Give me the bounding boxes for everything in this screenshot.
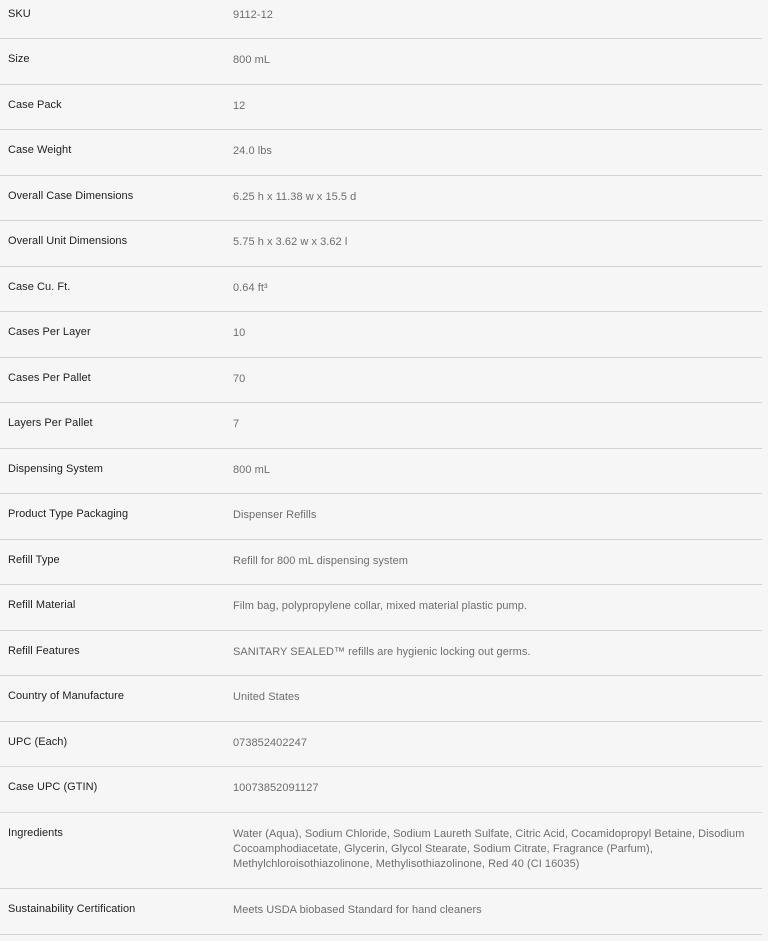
spec-row-ingredients [0, 813, 762, 889]
spec-value: 800 mL [233, 463, 270, 476]
spec-label: Sustainability Certification [8, 902, 136, 915]
spec-label: Case Weight [8, 144, 72, 156]
spec-value: 800 mL [233, 54, 270, 66]
spec-value: 073852402247 [233, 736, 308, 749]
spec-value: 12 [233, 99, 246, 112]
spec-row-case-dimensions [0, 176, 762, 222]
spec-row-case-pack [0, 85, 762, 131]
spec-value: 70 [233, 372, 246, 385]
spec-label: Size [8, 53, 30, 65]
spec-row-cases-per-pallet [0, 358, 762, 404]
spec-label: Case Pack [8, 98, 62, 111]
spec-label: Refill Material [8, 599, 76, 611]
spec-value: SANITARY SEALED™ refills are hygienic locking out germs. [233, 645, 531, 658]
spec-value: 7 [233, 418, 240, 430]
spec-value: United States [233, 691, 300, 703]
spec-label: Refill Type [8, 553, 60, 566]
spec-row-unit-dimensions [0, 221, 762, 267]
spec-row-product-type-packaging [0, 494, 762, 540]
spec-row-size [0, 39, 762, 85]
spec-label: Layers Per Pallet [8, 417, 93, 429]
spec-label: Dispensing System [8, 462, 103, 475]
spec-value: Refill for 800 mL dispensing system [233, 554, 408, 567]
spec-value: 0.64 ft³ [233, 281, 268, 294]
spec-value: 5.75 h x 3.62 w x 3.62 l [233, 236, 348, 248]
spec-label: Refill Features [8, 644, 80, 657]
spec-row-case-weight [0, 130, 762, 176]
spec-row-cases-per-layer [0, 312, 762, 358]
spec-value: Film bag, polypropylene collar, mixed material plastic pump. [233, 600, 528, 612]
spec-row-layers-per-pallet [0, 403, 762, 449]
spec-value: Dispenser Refills [233, 509, 317, 521]
spec-label: SKU [8, 8, 31, 20]
spec-label: UPC (Each) [8, 735, 68, 748]
spec-label: Ingredients [8, 826, 63, 839]
spec-label: Overall Case Dimensions [8, 189, 134, 202]
spec-row-sustainability [0, 889, 762, 935]
spec-label: Overall Unit Dimensions [8, 235, 128, 247]
spec-value: 6.25 h x 11.38 w x 15.5 d [233, 190, 357, 203]
spec-row-dispensing-system [0, 449, 762, 495]
spec-row-refill-features [0, 631, 762, 677]
spec-value: 24.0 lbs [233, 145, 272, 157]
spec-value: Meets USDA biobased Standard for hand cleaners [233, 903, 482, 916]
spec-value: 10 [233, 327, 246, 339]
spec-row-country-of-manufacture [0, 676, 762, 722]
spec-label: Country of Manufacture [8, 690, 125, 702]
spec-row-sku [0, 0, 762, 39]
spec-row-case-cu-ft [0, 267, 762, 313]
spec-row-case-upc [0, 767, 762, 813]
spec-value: 10073852091127 [233, 782, 319, 794]
spec-label: Cases Per Layer [8, 326, 91, 338]
spec-label: Case Cu. Ft. [8, 280, 71, 293]
spec-label: Cases Per Pallet [8, 371, 91, 384]
spec-value: 9112-12 [233, 9, 273, 21]
spec-row-refill-type [0, 540, 762, 586]
spec-row-upc-each [0, 722, 762, 768]
spec-label: Case UPC (GTIN) [8, 781, 98, 793]
spec-label: Product Type Packaging [8, 508, 129, 520]
spec-row-refill-material [0, 585, 762, 631]
spec-value: Water (Aqua), Sodium Chloride, Sodium Laureth Sulfate, Citric Acid, Cocamidopropyl Betaine, Disodium Cocoamphodiacetate, Glycerin, Glycol Stearate, Sodium Citrate, Fragrance (Parfum), Methylchloroisothiazolinone, Methylisothiazolinone, Red 40 (CI 16035) [233, 827, 745, 870]
